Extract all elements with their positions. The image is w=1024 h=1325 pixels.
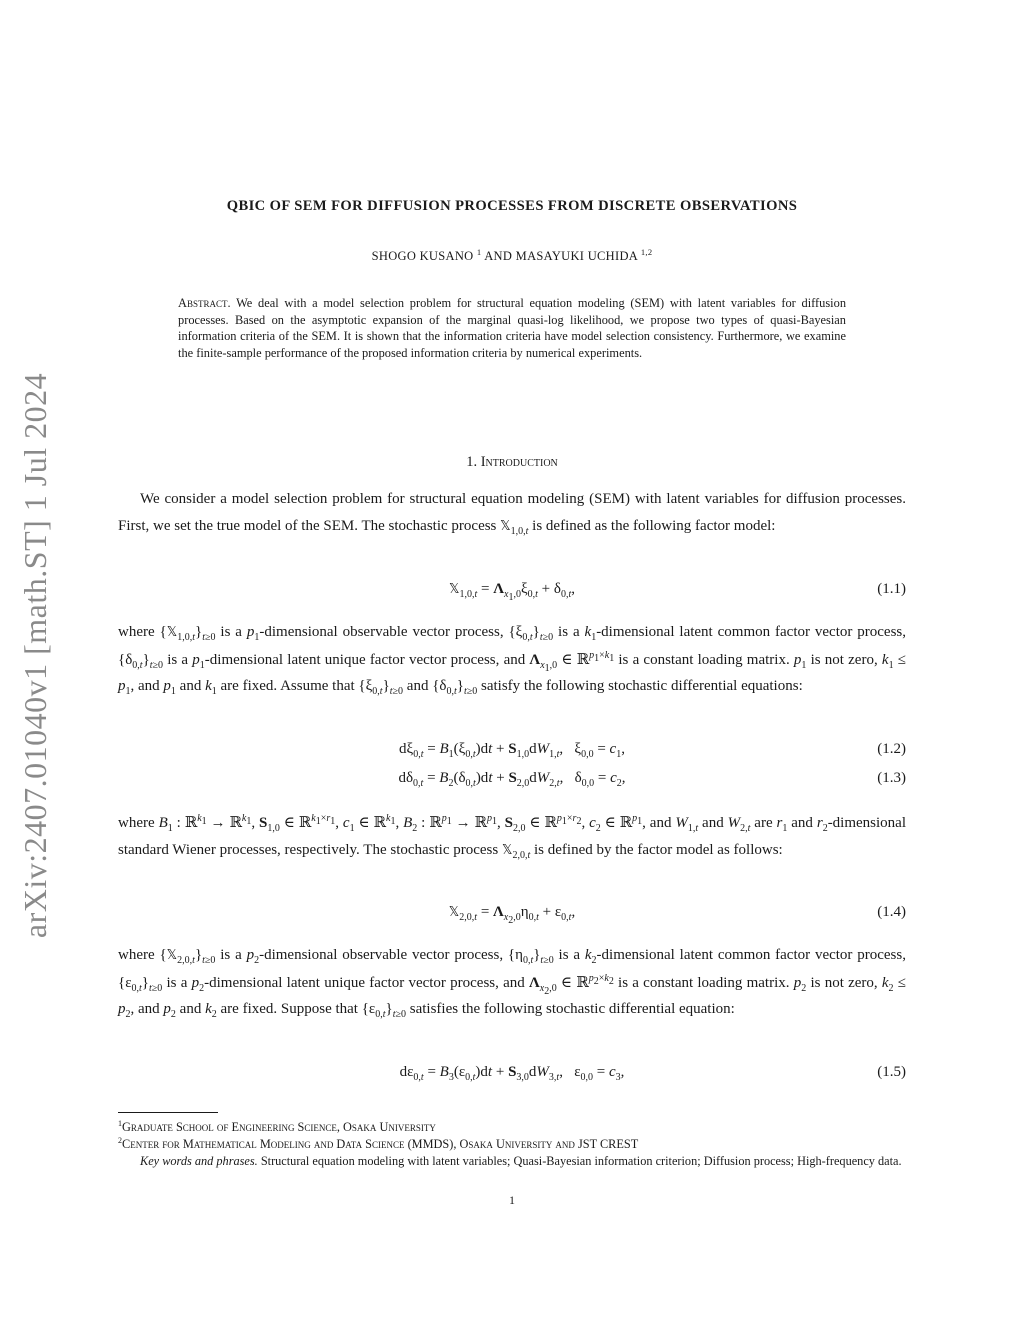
- footnote-2: [118, 1136, 906, 1153]
- abstract-label: Abstract.: [178, 296, 231, 310]
- footnote-1-mark: 1: [118, 1118, 122, 1128]
- footnote-rule: [118, 1112, 218, 1113]
- abstract-text: We deal with a model selection problem for structural equation modeling (SEM) with latent variables for diffusion processes. Based on the asymptotic expansion of the marginal quasi-log likelihood, we propose two types of quasi-Bayesian information criteria of the SEM. It is shown that the information criteria have model selection consistency. Furthermore, we examine the finite-sample performance of the proposed information criteria by numerical experiments.: [178, 296, 847, 360]
- footnote-1-text: Graduate School of Engineering Science, Osaka University: [122, 1120, 436, 1134]
- keywords-footnote: [118, 1153, 906, 1170]
- section-heading: [0, 454, 1024, 471]
- footnote-2-text: Center for Mathematical Modeling and Data Science (MMDS), Osaka University and JST CREST: [122, 1137, 639, 1151]
- section-title: Introduction: [480, 454, 558, 470]
- intro-p2-text: is a constant loading matrix.: [618, 651, 790, 668]
- intro-p1-end: is defined as the following factor model:: [532, 517, 776, 534]
- equation-1-2: $d\xi_{0,t} = B_1(\xi_{0,t})dt + S_{1,0}dW_{1,t}$, $\xi_{0,0} = c_1$, (1.2): [399, 741, 906, 760]
- equation-1-3: $d\delta_{0,t} = B_2(\delta_{0,t})dt + S_{2,0}dW_{2,t}$, $\delta_{0,0} = c_2$, (1.3): [398, 770, 906, 789]
- page-number: 1: [509, 1193, 515, 1207]
- equation-1-1: 𝕏$_{1,0,t}$ = $\Lambda_{x_1,0}\xi_{0,t} + \delta_{0,t}$, (1.1): [449, 581, 906, 603]
- arxiv-stamp: [12, 360, 60, 950]
- intro-paragraph-1: We consider a model selection problem for structural equation modeling (SEM) with latent variables for diffusion processes. First, we set the true model of the SEM. The stochastic process 𝕏$_{1,0,t}$ is defined as the following factor model:: [118, 491, 906, 537]
- keywords-label: Key words and phrases.: [140, 1154, 258, 1168]
- intro-p3-end: by the factor model as follows:: [596, 841, 783, 858]
- equation-1-4-number: (1.4): [877, 904, 906, 920]
- equation-1-5-number: (1.5): [877, 1064, 906, 1080]
- intro-paragraph-4: where $\{𝕏_{2,0,t}\}_{t\ge 0}$ is a $p_2$-dimensional observable vector process, $\{\eta_{0,t}\}_{t\ge 0}$ is a $k_2$-dimensional latent common factor vector process, $\{\varepsilon_{0,t}\}_{t\ge 0}$ is a $p_2$-dimensional latent unique factor vector process, and $\Lambda_{x_2,0}$ ∈ ℝ$^{p_2\times k_2}$ is a constant loading matrix. $p_2$ is not zero, $k_2 \le p_2$, and $p_2$ and $k_2$ are fixed. Suppose that $\{\varepsilon_{0,t}\}_{t\ge 0}$ satisfies the following stochastic differential equation:: [118, 947, 907, 1021]
- author-2-affiliation: 1,2: [640, 246, 653, 257]
- equation-1-2-number: (1.2): [877, 741, 906, 757]
- section-number: 1.: [466, 454, 478, 470]
- intro-paragraph-2: where $\{𝕏_{1,0,t}\}_{t\ge 0}$ is a $p_1$-dimensional observable vector process, $\{\xi_{0,t}\}_{t\ge 0}$ is a $k_1$-dimensional latent common factor vector process, $\{\delta_{0,t}\}_{t\ge 0}$ is a $p_1$-dimensional latent unique factor vector process, and $\Lambda_{x_1,0}$ ∈ ℝ$^{p_1\times k_1}$ is a constant loading matrix. $p_1$ is not zero, $k_1 \le p_1$, and $p_1$ and $k_1$ are fixed. Assume that $\{\xi_{0,t}\}_{t\ge 0}$ and $\{\delta_{0,t}\}_{t\ge 0}$ satisfy the following stochastic differential equations:: [118, 624, 907, 698]
- paper-title: QBIC OF SEM FOR DIFFUSION PROCESSES FROM DISCRETE OBSERVATIONS: [226, 198, 798, 214]
- author-conjunction: AND: [484, 249, 513, 263]
- footnote-2-mark: 2: [118, 1135, 122, 1145]
- footnote-1: [118, 1119, 906, 1136]
- author-1-affiliation: 1: [476, 246, 482, 257]
- author-2: MASAYUKI UCHIDA: [515, 249, 638, 263]
- abstract: [178, 295, 846, 361]
- equation-1-4: 𝕏$_{2,0,t}$ = $\Lambda_{x_2,0}\eta_{0,t} + \varepsilon_{0,t}$, (1.4): [448, 904, 906, 926]
- arxiv-stamp-text: arXiv:2407.01040v1 [math.ST] 1 Jul 2024: [17, 372, 54, 938]
- keywords-text: Structural equation modeling with latent variables; Quasi-Bayesian information criterion; Diffusion process; High-frequency data.: [260, 1154, 902, 1168]
- equation-1-1-number: (1.1): [877, 581, 906, 597]
- intro-p2-end: satisfy the following stochastic differential equations:: [481, 678, 803, 695]
- intro-p1-text: We consider a model selection problem for structural equation modeling (SEM) with latent variables for diffusion processes. First, we set the true model of the SEM. The stochastic process: [118, 491, 906, 534]
- intro-p4-end: the following stochastic differential equation:: [461, 1001, 735, 1018]
- equation-1-5: $d\varepsilon_{0,t} = B_3(\varepsilon_{0,t})dt + S_{3,0}dW_{3,t}$, $\varepsilon_{0,0} = c_3$, (1.5): [399, 1064, 906, 1083]
- equation-1-3-number: (1.3): [877, 770, 906, 786]
- intro-paragraph-3: where $B_1$ : ℝ$^{k_1}$ → ℝ$^{k_1}$, $S_{1,0}$ ∈ ℝ$^{k_1\times r_1}$, $c_1$ ∈ ℝ$^{k_1}$, $B_2$ : ℝ$^{p_1}$ → ℝ$^{p_1}$, $S_{2,0}$ ∈ ℝ$^{p_1\times r_2}$, $c_2$ ∈ ℝ$^{p_1}$, and $W_{1,t}$ and $W_{2,t}$ are $r_1$ and $r_2$-dimensional standard Wiener processes, respectively. The stochastic process 𝕏$_{2,0,t}$ is defined by the factor model as follows:: [118, 813, 907, 861]
- author-line: [0, 246, 1024, 264]
- author-1: SHOGO KUSANO: [371, 249, 474, 263]
